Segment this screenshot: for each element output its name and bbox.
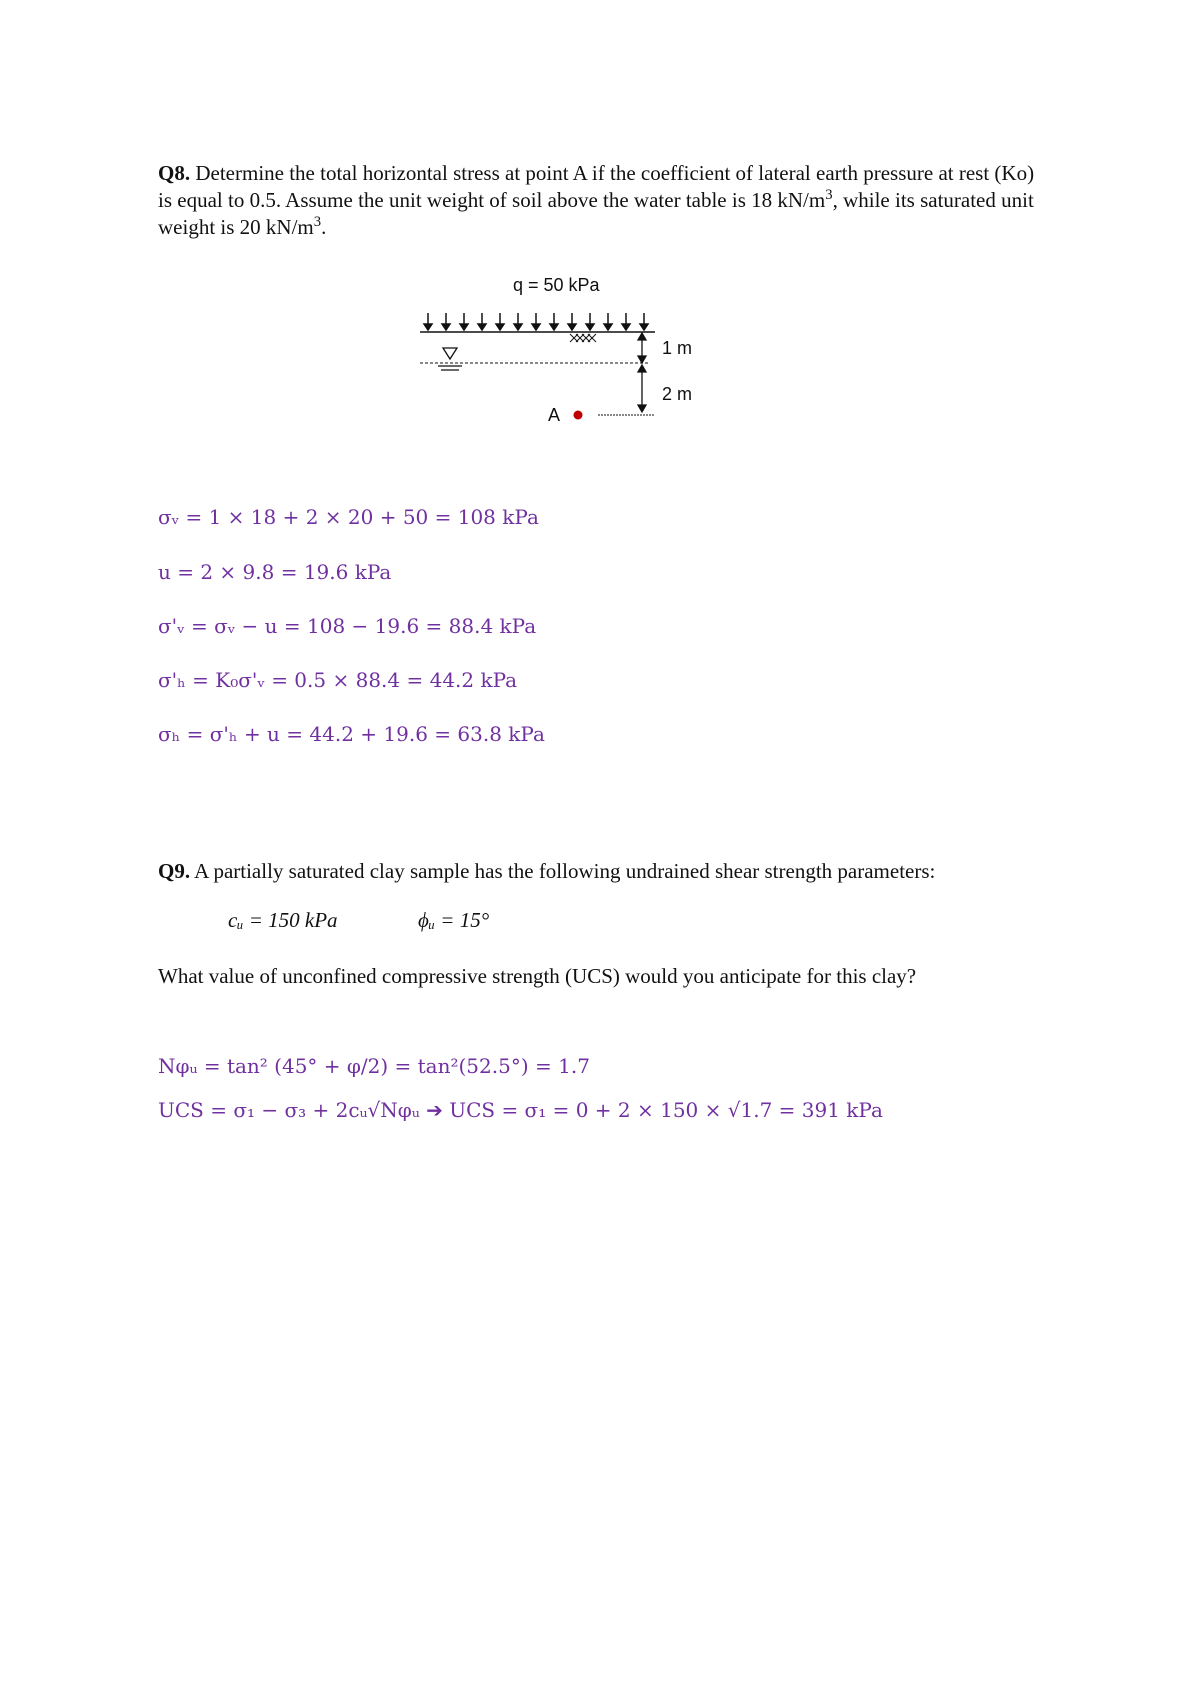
q9-statement [158, 858, 1038, 885]
q9-question: What value of unconfined compressive strength (UCS) would you anticipate for this clay? [158, 964, 917, 988]
q8-sup: 3 [825, 187, 833, 203]
q8-text-end: . [321, 215, 327, 239]
water-table-icon [438, 348, 462, 370]
q8-sup2: 3 [313, 214, 322, 230]
load-label: q = 50 kPa [513, 275, 600, 295]
q9-solution-line: UCS = σ₁ − σ₃ + 2cᵤ√Nφᵤ ➔ UCS = σ₁ = 0 + 2 × 150 × √1.7 = 391 kPa [158, 1098, 883, 1122]
q8-solution-line: σ'ᵥ = σᵥ − u = 108 − 19.6 = 88.4 kPa [158, 614, 537, 638]
q9-solution-line: Nφᵤ = tan² (45° + φ/2) = tan²(52.5°) = 1.7 [158, 1054, 590, 1078]
soil-profile-diagram [420, 268, 740, 438]
q8-text-mid: , while its saturated unit weight is 20 kN/m [158, 188, 1034, 239]
q8-solution-line: σᵥ = 1 × 18 + 2 × 20 + 50 = 108 kPa [158, 505, 539, 529]
q8-statement [158, 160, 1038, 241]
distributed-load-arrows [424, 313, 648, 330]
q8-solution-line: σ'ₕ = K₀σ'ᵥ = 0.5 × 88.4 = 44.2 kPa [158, 668, 518, 692]
ground-hatch-icon [570, 334, 596, 342]
point-a-marker [574, 411, 583, 420]
q9-label: Q9. [158, 859, 191, 883]
dimension-lines [638, 333, 646, 412]
dim-top-label: 1 m [662, 338, 693, 358]
q8-solution-line: u = 2 × 9.8 = 19.6 kPa [158, 560, 392, 584]
q8-text: Determine the total horizontal stress at point A if the coefficient of lateral earth pressure at rest (Ko) is equal to 0.5. Assume the unit weight of soil above the water table is 18 kN/m [158, 161, 1035, 212]
param-cu: cᵤ = 150 kPa [228, 908, 338, 932]
dim-bottom-label: 2 m [662, 384, 693, 404]
q8-solution-line: σₕ = σ'ₕ + u = 44.2 + 19.6 = 63.8 kPa [158, 722, 545, 746]
param-phi: ϕᵤ = 15° [418, 908, 490, 932]
q8-label: Q8. [158, 161, 191, 185]
point-a-label: A [548, 405, 561, 425]
q9-text: A partially saturated clay sample has the following undrained shear strength parameters: [190, 859, 936, 883]
